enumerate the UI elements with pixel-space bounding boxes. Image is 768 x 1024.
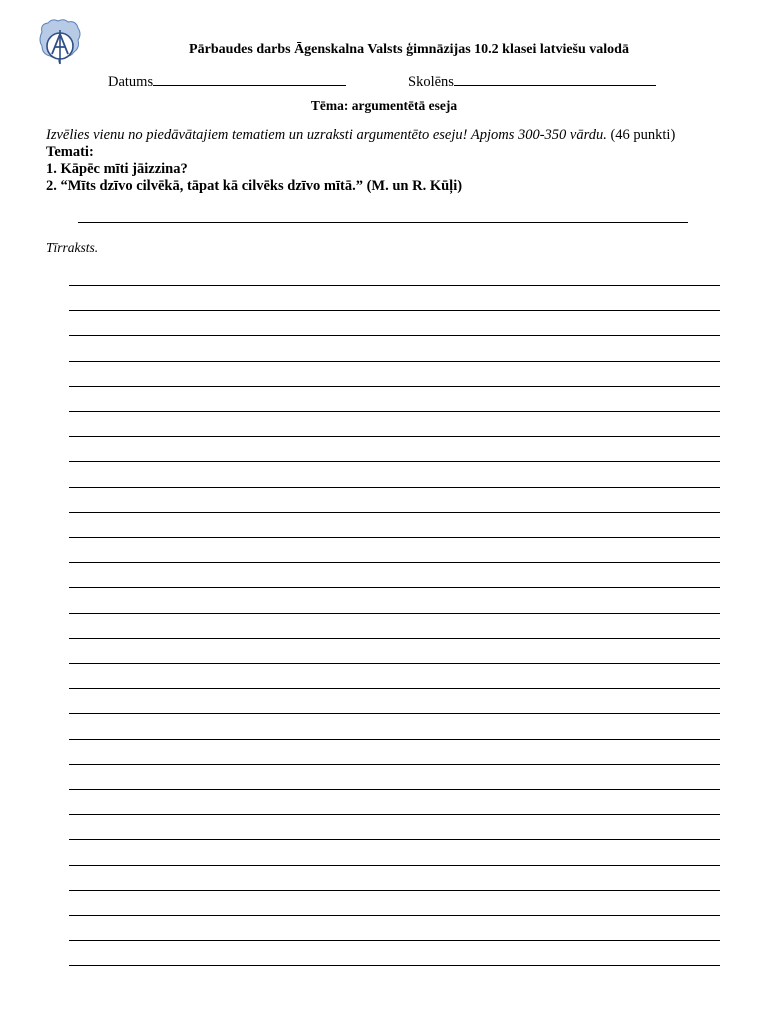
writing-line[interactable] [69, 285, 720, 286]
writing-line[interactable] [69, 386, 720, 387]
writing-line[interactable] [69, 814, 720, 815]
student-label: Skolēns [408, 74, 454, 90]
writing-line[interactable] [69, 587, 720, 588]
writing-line[interactable] [69, 310, 720, 311]
instructions-main [46, 127, 746, 144]
writing-line[interactable] [69, 764, 720, 765]
writing-line[interactable] [69, 915, 720, 916]
writing-line[interactable] [69, 940, 720, 941]
writing-line[interactable] [69, 739, 720, 740]
page-title: Pārbaudes darbs Āgenskalna Valsts ģimnāzijas 10.2 klasei latviešu valodā [189, 42, 629, 57]
writing-line[interactable] [69, 487, 720, 488]
writing-line[interactable] [69, 512, 720, 513]
writing-line[interactable] [69, 965, 720, 966]
topic-choice-line[interactable] [78, 222, 688, 223]
date-label: Datums [108, 74, 154, 90]
draft-label: Tīrraksts. [46, 240, 99, 255]
writing-line[interactable] [69, 839, 720, 840]
date-field[interactable] [108, 72, 346, 91]
topic-2: 2. “Mīts dzīvo cilvēkā, tāpat kā cilvēks dzīvo mītā.” (M. un R. Kūļi) [46, 178, 463, 194]
writing-line[interactable] [69, 436, 720, 437]
writing-line[interactable] [69, 713, 720, 714]
topics-label: Temati: [46, 144, 94, 160]
writing-line[interactable] [69, 865, 720, 866]
writing-line[interactable] [69, 663, 720, 664]
instructions-italic: Izvēlies vienu no piedāvātajiem tematiem un uzraksti argumentēto eseju! Apjoms 300-350 vārdu. [46, 127, 607, 143]
writing-line[interactable] [69, 562, 720, 563]
writing-line[interactable] [69, 638, 720, 639]
student-field[interactable] [408, 72, 656, 91]
writing-line[interactable] [69, 537, 720, 538]
instructions [46, 127, 746, 195]
writing-line[interactable] [69, 335, 720, 336]
topic-title: Tēma: argumentētā eseja [310, 98, 458, 113]
writing-line[interactable] [69, 613, 720, 614]
writing-line[interactable] [69, 688, 720, 689]
writing-line[interactable] [69, 361, 720, 362]
writing-line[interactable] [69, 411, 720, 412]
writing-line[interactable] [69, 461, 720, 462]
writing-line[interactable] [69, 789, 720, 790]
student-blank-line[interactable] [454, 72, 656, 86]
writing-line[interactable] [69, 890, 720, 891]
topic-1: 1. Kāpēc mīti jāizzina? [46, 161, 188, 177]
date-blank-line[interactable] [153, 72, 346, 86]
points-text: (46 punkti) [606, 127, 676, 143]
